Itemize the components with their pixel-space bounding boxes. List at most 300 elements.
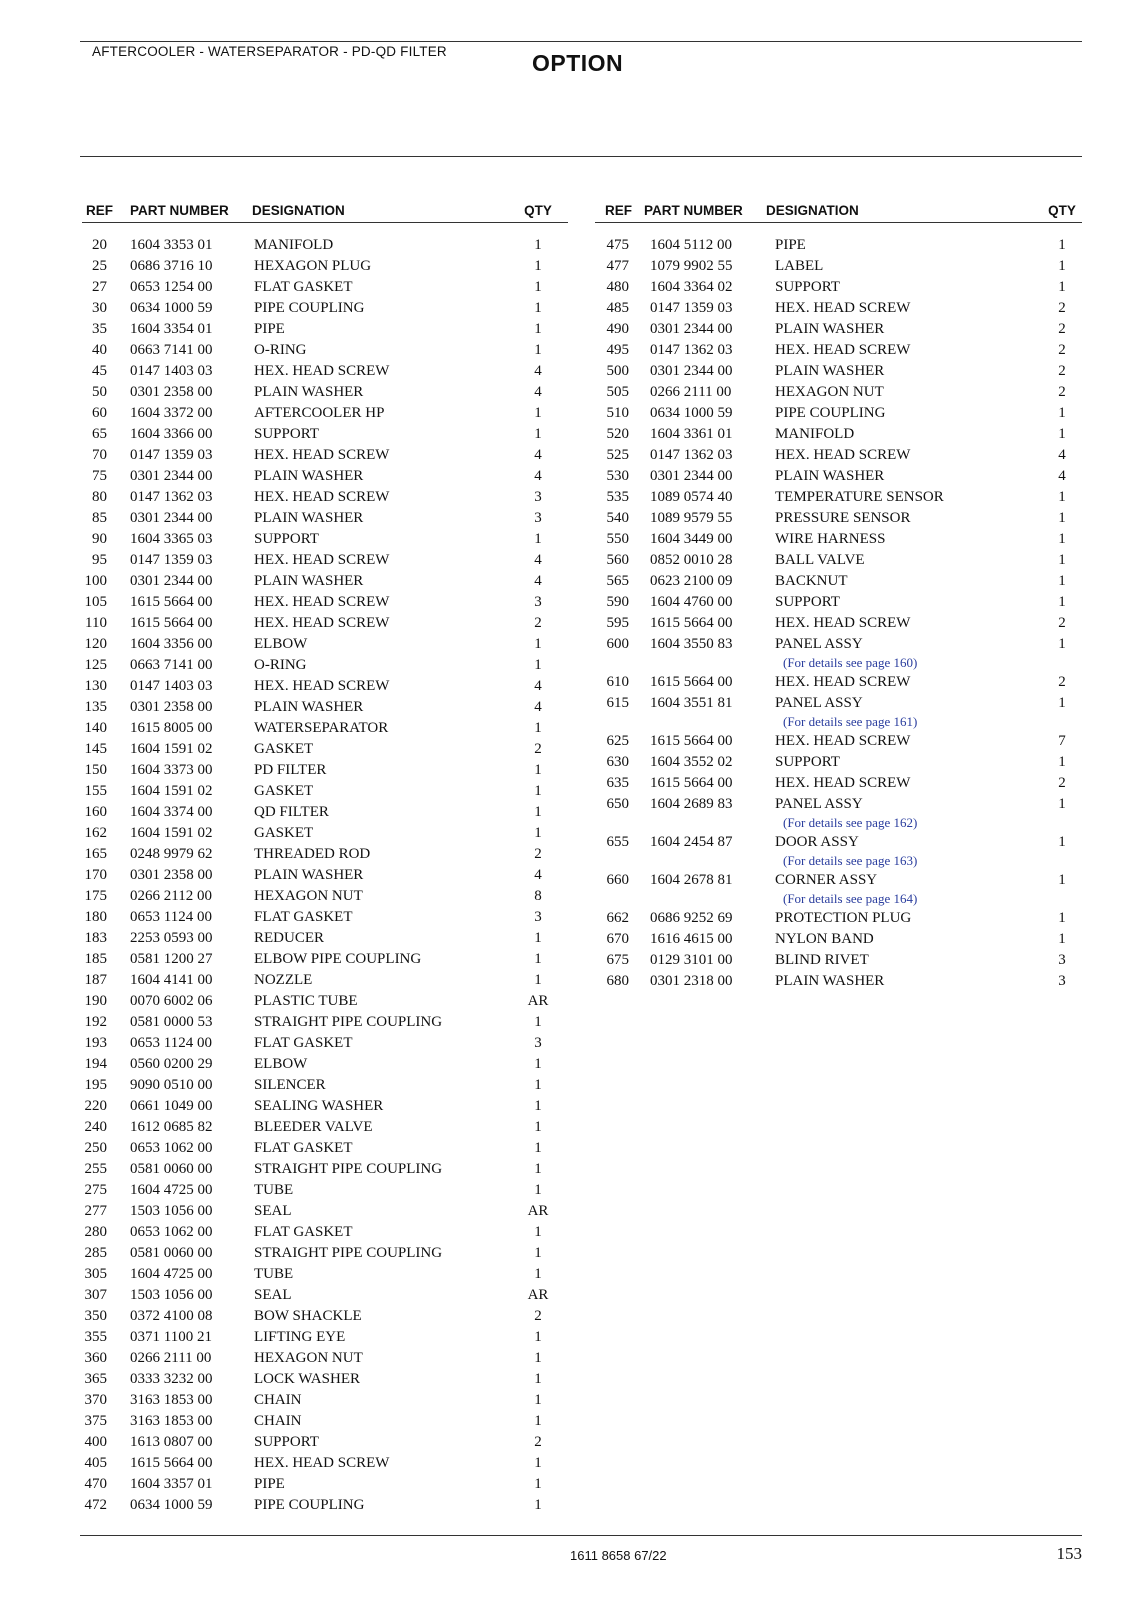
table-row — [595, 466, 1082, 487]
table-row — [82, 1033, 568, 1054]
table-row — [82, 1243, 568, 1264]
details-page-reference: (For details see page 164) — [783, 891, 918, 906]
designation-cell: SUPPORT — [254, 426, 319, 442]
ref-cell: 50 — [92, 384, 107, 400]
qty-cell: 3 — [534, 510, 542, 526]
qty-cell: 1 — [534, 762, 542, 778]
ref-cell: 190 — [84, 993, 107, 1009]
ref-cell: 155 — [84, 783, 107, 799]
table-row — [82, 676, 568, 697]
part-number-cell: 1615 5664 00 — [650, 674, 733, 690]
designation-cell: GASKET — [254, 783, 314, 799]
part-number-cell: 1615 5664 00 — [130, 1455, 213, 1471]
ref-cell: 250 — [84, 1140, 107, 1156]
part-number-cell: 1615 5664 00 — [130, 615, 213, 631]
designation-cell: GASKET — [254, 741, 314, 757]
designation-cell: PIPE COUPLING — [254, 1497, 365, 1513]
qty-cell: 1 — [1058, 489, 1066, 505]
ref-cell: 475 — [606, 237, 629, 253]
part-number-cell: 3163 1853 00 — [130, 1413, 213, 1429]
qty-cell: 4 — [534, 678, 542, 694]
qty-cell: 1 — [534, 279, 542, 295]
qty-cell: 1 — [534, 1392, 542, 1408]
header-ref: REF — [86, 203, 113, 218]
qty-cell: 2 — [1058, 300, 1066, 316]
table-row — [82, 1474, 568, 1495]
option-title: OPTION — [532, 50, 624, 76]
document-code: 1611 8658 67/22 — [570, 1548, 667, 1563]
qty-cell: 2 — [1058, 674, 1066, 690]
table-row — [82, 529, 568, 550]
designation-cell: PANEL ASSY — [775, 636, 863, 652]
designation-cell: FLAT GASKET — [254, 1035, 353, 1051]
qty-cell: 3 — [1058, 973, 1066, 989]
part-number-cell: 0301 2344 00 — [650, 363, 733, 379]
header-qty: QTY — [1048, 203, 1076, 218]
qty-cell: 1 — [1058, 531, 1066, 547]
part-number-cell: 1604 5112 00 — [650, 237, 732, 253]
qty-cell: 1 — [534, 1455, 542, 1471]
designation-cell: PANEL ASSY — [775, 796, 863, 812]
ref-cell: 125 — [84, 657, 107, 673]
table-row — [595, 361, 1082, 382]
part-number-cell: 0301 2318 00 — [650, 973, 733, 989]
table-row — [595, 672, 1082, 693]
part-number-cell: 0634 1000 59 — [130, 300, 213, 316]
table-row — [595, 794, 1082, 815]
designation-cell: O-RING — [254, 342, 307, 358]
table-row — [82, 1411, 568, 1432]
ref-cell: 540 — [606, 510, 629, 526]
ref-cell: 162 — [84, 825, 107, 841]
ref-cell: 195 — [84, 1077, 107, 1093]
table-row — [595, 424, 1082, 445]
qty-cell: 1 — [534, 1161, 542, 1177]
table-row — [595, 592, 1082, 613]
part-number-cell: 1613 0807 00 — [130, 1434, 213, 1450]
part-number-cell: 0147 1362 03 — [650, 447, 733, 463]
ref-cell: 650 — [606, 796, 629, 812]
qty-cell: 1 — [1058, 594, 1066, 610]
qty-cell: 1 — [1058, 636, 1066, 652]
qty-cell: 2 — [534, 846, 542, 862]
ref-cell: 160 — [84, 804, 107, 820]
part-number-cell: 1615 8005 00 — [130, 720, 213, 736]
qty-cell: 3 — [534, 909, 542, 925]
designation-cell: HEX. HEAD SCREW — [775, 342, 911, 358]
ref-cell: 25 — [92, 258, 107, 274]
designation-cell: WIRE HARNESS — [775, 531, 886, 547]
part-number-cell: 0372 4100 08 — [130, 1308, 213, 1324]
part-number-cell: 0661 1049 00 — [130, 1098, 213, 1114]
table-row — [82, 1012, 568, 1033]
designation-cell: PIPE — [254, 1476, 285, 1492]
part-number-cell: 1615 5664 00 — [130, 594, 213, 610]
qty-cell: 1 — [1058, 695, 1066, 711]
details-page-reference: (For details see page 162) — [783, 815, 918, 830]
designation-cell: PLAIN WASHER — [254, 699, 364, 715]
table-row — [82, 781, 568, 802]
part-number-cell: 0371 1100 21 — [130, 1329, 212, 1345]
table-body — [595, 235, 1082, 992]
part-number-cell: 1503 1056 00 — [130, 1203, 213, 1219]
header-ref: REF — [605, 203, 632, 218]
ref-cell: 75 — [92, 468, 107, 484]
table-row — [82, 760, 568, 781]
part-number-cell: 0852 0010 28 — [650, 552, 733, 568]
qty-cell: 4 — [534, 363, 542, 379]
designation-cell: MANIFOLD — [254, 237, 334, 253]
designation-cell: NOZZLE — [254, 972, 313, 988]
ref-cell: 405 — [84, 1455, 107, 1471]
table-row — [82, 1306, 568, 1327]
ref-cell: 485 — [606, 300, 629, 316]
qty-cell: 2 — [1058, 321, 1066, 337]
table-row — [82, 1159, 568, 1180]
ref-cell: 505 — [606, 384, 629, 400]
qty-cell: 1 — [1058, 405, 1066, 421]
qty-cell: 1 — [534, 426, 542, 442]
ref-cell: 45 — [92, 363, 107, 379]
table-header — [595, 200, 1082, 223]
part-number-cell: 1604 3356 00 — [130, 636, 213, 652]
qty-cell: 1 — [534, 531, 542, 547]
table-row — [82, 298, 568, 319]
designation-cell: PIPE — [254, 321, 285, 337]
qty-cell: 1 — [534, 1140, 542, 1156]
part-number-cell: 0581 0060 00 — [130, 1245, 213, 1261]
ref-cell: 600 — [606, 636, 629, 652]
ref-cell: 307 — [84, 1287, 107, 1303]
designation-cell: PLASTIC TUBE — [254, 993, 358, 1009]
details-note-row — [595, 891, 1082, 908]
table-row — [82, 1054, 568, 1075]
table-row — [595, 445, 1082, 466]
designation-cell: SUPPORT — [775, 754, 840, 770]
designation-cell: HEXAGON NUT — [775, 384, 884, 400]
qty-cell: 1 — [534, 1182, 542, 1198]
qty-cell: 1 — [534, 1371, 542, 1387]
ref-cell: 110 — [85, 615, 107, 631]
header-part-number: PART NUMBER — [644, 203, 743, 218]
designation-cell: PLAIN WASHER — [254, 468, 364, 484]
table-row — [82, 466, 568, 487]
qty-cell: 3 — [1058, 952, 1066, 968]
qty-cell: 1 — [1058, 237, 1066, 253]
part-number-cell: 0070 6002 06 — [130, 993, 213, 1009]
designation-cell: SILENCER — [254, 1077, 326, 1093]
qty-cell: 2 — [1058, 775, 1066, 791]
ref-cell: 565 — [606, 573, 629, 589]
ref-cell: 70 — [92, 447, 107, 463]
ref-cell: 550 — [606, 531, 629, 547]
part-number-cell: 1604 3366 00 — [130, 426, 213, 442]
ref-cell: 630 — [606, 754, 629, 770]
designation-cell: TEMPERATURE SENSOR — [775, 489, 944, 505]
qty-cell: 2 — [534, 1308, 542, 1324]
designation-cell: STRAIGHT PIPE COUPLING — [254, 1245, 443, 1261]
qty-cell: 1 — [534, 1098, 542, 1114]
footer-rule — [80, 1535, 1082, 1536]
part-number-cell: 0147 1359 03 — [650, 300, 733, 316]
table-row — [595, 971, 1082, 992]
qty-cell: 1 — [1058, 258, 1066, 274]
details-page-reference: (For details see page 163) — [783, 853, 918, 868]
table-row — [82, 1432, 568, 1453]
ref-cell: 130 — [84, 678, 107, 694]
ref-cell: 477 — [606, 258, 629, 274]
designation-cell: CHAIN — [254, 1413, 302, 1429]
part-number-cell: 0686 3716 10 — [130, 258, 213, 274]
designation-cell: HEX. HEAD SCREW — [254, 678, 390, 694]
designation-cell: PLAIN WASHER — [254, 867, 364, 883]
qty-cell: 2 — [1058, 384, 1066, 400]
table-row — [595, 950, 1082, 971]
ref-cell: 40 — [92, 342, 107, 358]
ref-cell: 350 — [84, 1308, 107, 1324]
qty-cell: 2 — [1058, 615, 1066, 631]
ref-cell: 145 — [84, 741, 107, 757]
qty-cell: 1 — [534, 1077, 542, 1093]
designation-cell: PLAIN WASHER — [775, 468, 885, 484]
table-row — [595, 870, 1082, 891]
designation-cell: BALL VALVE — [775, 552, 865, 568]
part-number-cell: 0634 1000 59 — [130, 1497, 213, 1513]
ref-cell: 30 — [92, 300, 107, 316]
table-row — [595, 256, 1082, 277]
designation-cell: AFTERCOOLER HP — [254, 405, 385, 421]
ref-cell: 170 — [84, 867, 107, 883]
designation-cell: HEX. HEAD SCREW — [254, 552, 390, 568]
qty-cell: 1 — [534, 1119, 542, 1135]
parts-table-right — [595, 200, 1082, 992]
table-row — [595, 382, 1082, 403]
designation-cell: HEX. HEAD SCREW — [254, 447, 390, 463]
ref-cell: 275 — [84, 1182, 107, 1198]
table-row — [82, 823, 568, 844]
ref-cell: 470 — [84, 1476, 107, 1492]
part-number-cell: 0147 1359 03 — [130, 447, 213, 463]
ref-cell: 510 — [606, 405, 629, 421]
ref-cell: 520 — [606, 426, 629, 442]
part-number-cell: 1604 2678 81 — [650, 872, 733, 888]
part-number-cell: 1604 3361 01 — [650, 426, 733, 442]
designation-cell: BLIND RIVET — [775, 952, 869, 968]
designation-cell: HEX. HEAD SCREW — [775, 733, 911, 749]
qty-cell: 2 — [1058, 342, 1066, 358]
ref-cell: 680 — [606, 973, 629, 989]
ref-cell: 670 — [606, 931, 629, 947]
designation-cell: SEAL — [254, 1287, 292, 1303]
qty-cell: 1 — [534, 1476, 542, 1492]
qty-cell: 1 — [1058, 573, 1066, 589]
ref-cell: 662 — [606, 910, 629, 926]
ref-cell: 180 — [84, 909, 107, 925]
designation-cell: HEX. HEAD SCREW — [775, 674, 911, 690]
ref-cell: 140 — [84, 720, 107, 736]
part-number-cell: 1604 2689 83 — [650, 796, 733, 812]
part-number-cell: 0560 0200 29 — [130, 1056, 213, 1072]
designation-cell: BLEEDER VALVE — [254, 1119, 373, 1135]
ref-cell: 590 — [606, 594, 629, 610]
qty-cell: 1 — [534, 300, 542, 316]
designation-cell: SUPPORT — [775, 594, 840, 610]
header-bottom-rule — [80, 156, 1082, 157]
qty-cell: 1 — [1058, 552, 1066, 568]
part-number-cell: 1604 2454 87 — [650, 834, 733, 850]
part-number-cell: 1604 4725 00 — [130, 1182, 213, 1198]
part-number-cell: 1503 1056 00 — [130, 1287, 213, 1303]
designation-cell: SEAL — [254, 1203, 292, 1219]
table-row — [595, 929, 1082, 950]
ref-cell: 400 — [84, 1434, 107, 1450]
part-number-cell: 1604 3357 01 — [130, 1476, 213, 1492]
part-number-cell: 0147 1362 03 — [650, 342, 733, 358]
table-row — [82, 991, 568, 1012]
ref-cell: 120 — [84, 636, 107, 652]
table-row — [82, 970, 568, 991]
ref-cell: 355 — [84, 1329, 107, 1345]
ref-cell: 187 — [84, 972, 107, 988]
designation-cell: MANIFOLD — [775, 426, 855, 442]
designation-cell: WATERSEPARATOR — [254, 720, 389, 736]
part-number-cell: 0301 2344 00 — [650, 468, 733, 484]
header-designation: DESIGNATION — [766, 203, 859, 218]
part-number-cell: 0301 2358 00 — [130, 384, 213, 400]
designation-cell: SUPPORT — [254, 531, 319, 547]
ref-cell: 305 — [84, 1266, 107, 1282]
part-number-cell: 0266 2112 00 — [130, 888, 212, 904]
designation-cell: PLAIN WASHER — [775, 363, 885, 379]
table-row — [82, 1180, 568, 1201]
qty-cell: 3 — [534, 1035, 542, 1051]
part-number-cell: 0663 7141 00 — [130, 342, 213, 358]
table-row — [82, 592, 568, 613]
part-number-cell: 0301 2344 00 — [130, 468, 213, 484]
part-number-cell: 1604 3449 00 — [650, 531, 733, 547]
table-row — [82, 403, 568, 424]
designation-cell: CHAIN — [254, 1392, 302, 1408]
ref-cell: 183 — [84, 930, 107, 946]
table-row — [595, 235, 1082, 256]
qty-cell: 4 — [1058, 468, 1066, 484]
part-number-cell: 0301 2344 00 — [130, 510, 213, 526]
ref-cell: 490 — [606, 321, 629, 337]
part-number-cell: 0333 3232 00 — [130, 1371, 213, 1387]
ref-cell: 60 — [92, 405, 107, 421]
qty-cell: 1 — [1058, 834, 1066, 850]
part-number-cell: 1604 3551 81 — [650, 695, 733, 711]
part-number-cell: 0653 1124 00 — [130, 909, 212, 925]
table-row — [595, 319, 1082, 340]
ref-cell: 280 — [84, 1224, 107, 1240]
ref-cell: 95 — [92, 552, 107, 568]
table-row — [595, 693, 1082, 714]
designation-cell: CORNER ASSY — [775, 872, 878, 888]
table-row — [82, 802, 568, 823]
designation-cell: BACKNUT — [775, 573, 848, 589]
part-number-cell: 1604 4141 00 — [130, 972, 213, 988]
page-number: 153 — [1056, 1544, 1082, 1563]
designation-cell: PRESSURE SENSOR — [775, 510, 911, 526]
part-number-cell: 0129 3101 00 — [650, 952, 733, 968]
table-row — [595, 550, 1082, 571]
designation-cell: TUBE — [254, 1182, 294, 1198]
qty-cell: 1 — [1058, 754, 1066, 770]
table-row — [82, 886, 568, 907]
ref-cell: 660 — [606, 872, 629, 888]
qty-cell: 1 — [534, 636, 542, 652]
ref-cell: 240 — [84, 1119, 107, 1135]
details-note-row — [595, 714, 1082, 731]
table-row — [82, 949, 568, 970]
qty-cell: 1 — [1058, 872, 1066, 888]
table-row — [595, 571, 1082, 592]
ref-cell: 675 — [606, 952, 629, 968]
qty-cell: 1 — [534, 1224, 542, 1240]
designation-cell: PD FILTER — [254, 762, 327, 778]
designation-cell: HEX. HEAD SCREW — [254, 594, 390, 610]
part-number-cell: 0301 2344 00 — [650, 321, 733, 337]
qty-cell: 2 — [1058, 363, 1066, 379]
qty-cell: 1 — [534, 1014, 542, 1030]
designation-cell: ELBOW PIPE COUPLING — [254, 951, 422, 967]
qty-cell: 1 — [1058, 279, 1066, 295]
designation-cell: LABEL — [775, 258, 824, 274]
ref-cell: 90 — [92, 531, 107, 547]
table-row — [595, 298, 1082, 319]
ref-cell: 255 — [84, 1161, 107, 1177]
ref-cell: 192 — [84, 1014, 107, 1030]
table-row — [82, 697, 568, 718]
ref-cell: 20 — [92, 237, 107, 253]
qty-cell: 1 — [534, 657, 542, 673]
designation-cell: HEXAGON NUT — [254, 1350, 363, 1366]
part-number-cell: 0653 1062 00 — [130, 1224, 213, 1240]
designation-cell: HEX. HEAD SCREW — [775, 775, 911, 791]
ref-cell: 480 — [606, 279, 629, 295]
designation-cell: PLAIN WASHER — [775, 321, 885, 337]
table-row — [82, 1495, 568, 1516]
designation-cell: HEX. HEAD SCREW — [254, 489, 390, 505]
qty-cell: 1 — [1058, 426, 1066, 442]
designation-cell: REDUCER — [254, 930, 325, 946]
ref-cell: 194 — [84, 1056, 107, 1072]
qty-cell: 1 — [534, 804, 542, 820]
qty-cell: 2 — [534, 741, 542, 757]
ref-cell: 80 — [92, 489, 107, 505]
part-number-cell: 3163 1853 00 — [130, 1392, 213, 1408]
designation-cell: PLAIN WASHER — [775, 973, 885, 989]
table-row — [595, 634, 1082, 655]
designation-cell: BOW SHACKLE — [254, 1308, 362, 1324]
qty-cell: 2 — [534, 1434, 542, 1450]
table-row — [82, 508, 568, 529]
table-row — [82, 1327, 568, 1348]
table-row — [82, 550, 568, 571]
part-number-cell: 1604 3374 00 — [130, 804, 213, 820]
header-designation: DESIGNATION — [252, 203, 345, 218]
ref-cell: 472 — [84, 1497, 107, 1513]
part-number-cell: 1079 9902 55 — [650, 258, 733, 274]
designation-cell: SUPPORT — [254, 1434, 319, 1450]
ref-cell: 500 — [606, 363, 629, 379]
ref-cell: 595 — [606, 615, 629, 631]
table-row — [82, 739, 568, 760]
designation-cell: HEXAGON NUT — [254, 888, 363, 904]
qty-cell: 1 — [1058, 796, 1066, 812]
part-number-cell: 0623 2100 09 — [650, 573, 733, 589]
